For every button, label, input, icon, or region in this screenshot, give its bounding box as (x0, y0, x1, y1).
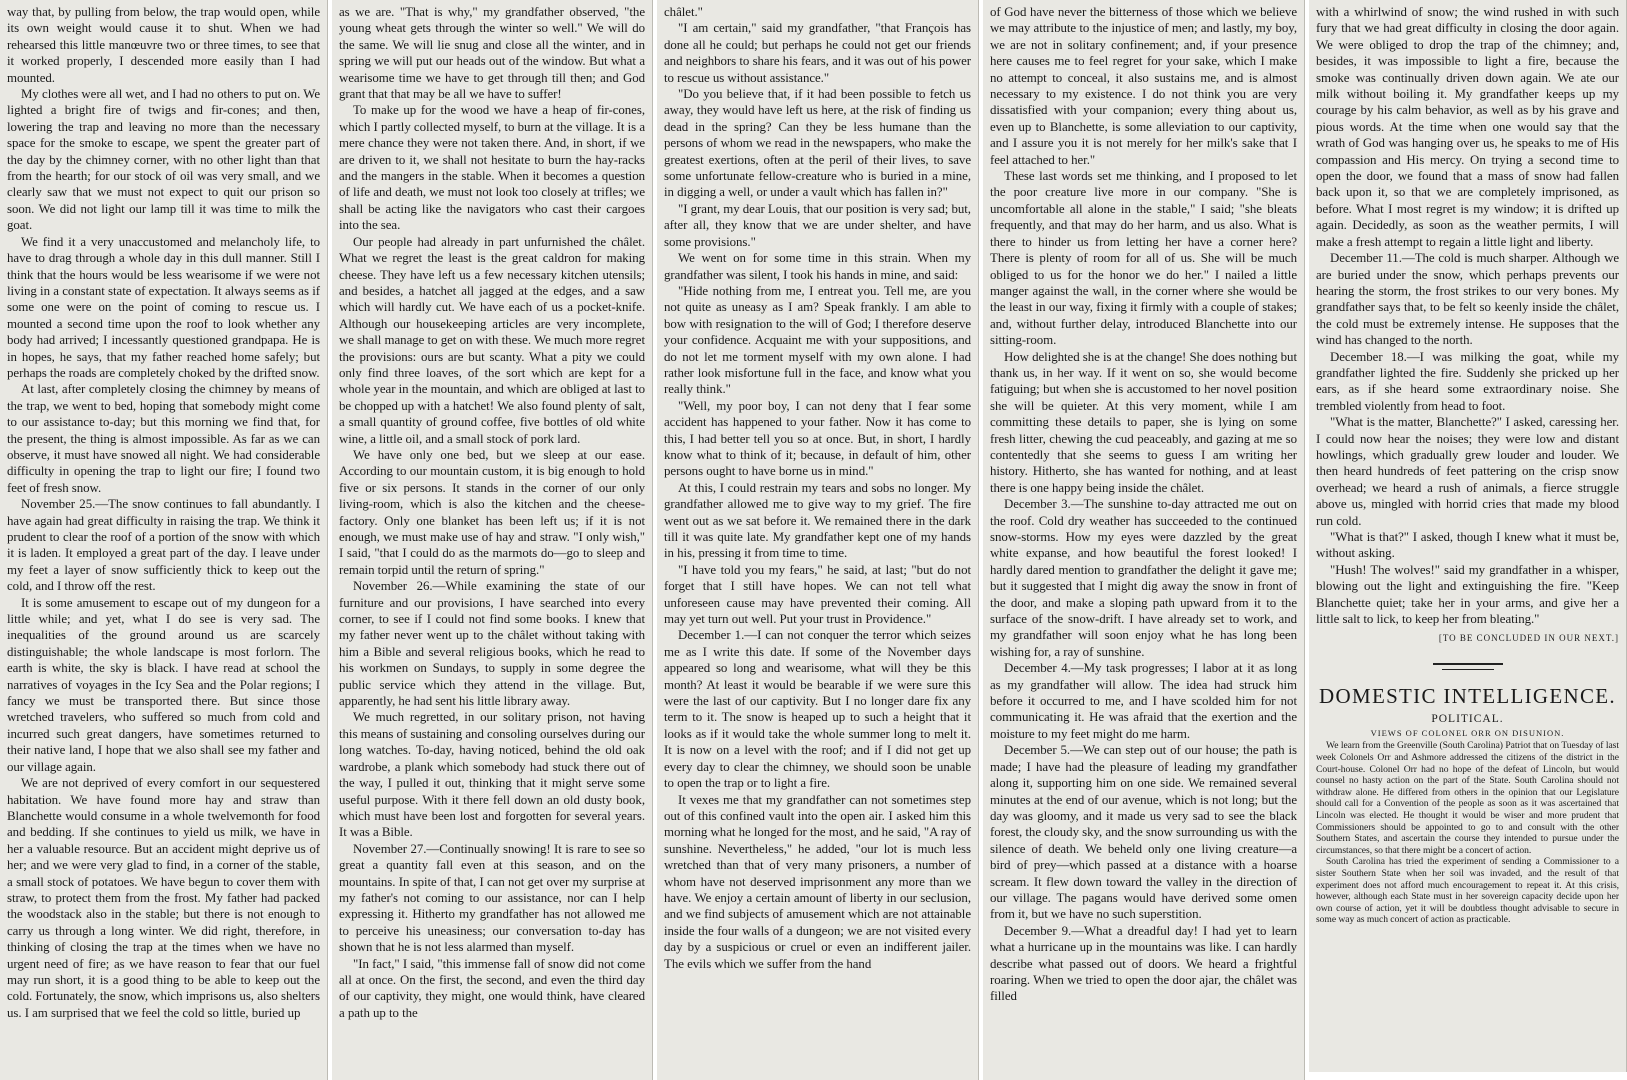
paragraph: To make up for the wood we have a heap of fir-cones, which I partly collected myself, to burn at the village. It is a mere chance they were not taken there. And, in short, if we are driven to it, we shall not hesitate to burn the hay-racks and the mangers in the stable. When it becomes a question of life and death, we must not look too closely at trifles; we shall be acting like the navigators who cast their cargoes into the sea. (339, 103, 645, 233)
paragraph: "I have told you my fears," he said, at last; "but do not forget that I still have hopes. We can not tell what unforeseen cause may have prevented their coming. All may yet turn out well. Put your trust in Providence." (664, 562, 971, 627)
article-paragraph: We learn from the Greenville (South Carolina) Patriot that on Tuesday of last week Colonels Orr and Ashmore addressed the citizens of the district in the Court-house. Colonel Orr had no hope of the defeat of Lincoln, but would counsel no hasty action on the part of the State. South Carolina should not withdraw alone. He differed from others in the opinion that our Legislature should call for a Convention of the people as soon as it was ascertained that Lincoln was elected. He thought it would be wiser and more prudent that Commissioners should be appointed to go to and consult with the other Southern States, and ascertain the course they intended to pursue under the circumstances, so that there might be a concert of action. (1316, 740, 1619, 856)
section-title: DOMESTIC INTELLIGENCE. (1319, 684, 1616, 709)
column-5 (1309, 0, 1627, 1072)
article-paragraph: South Carolina has tried the experiment of sending a Commissioner to a sister Southern State when her soil was invaded, and the result of that experiment does not afford much encouragement to repeat it. At this crisis, however, although each State must in her sovereign capacity decide upon her own course of action, yet it will be doubtless thought advisable to secure in some way as much concert of action as practicable. (1316, 856, 1619, 926)
paragraph: as we are. "That is why," my grandfather observed, "the young wheat gets through the winter so well." We will do the same. We will lie snug and close all the winter, and in spring we will put our heads out of the window. But what a wearisome time we have to get through till then; and God grant that that may be all we have to suffer! (339, 5, 645, 102)
paragraph: "Hush! The wolves!" said my grandfather in a whisper, blowing out the light and extinguishing the fire. "Keep Blanchette quiet; take her in your arms, and give her a little salt to lick, to keep her from bleating." (1316, 562, 1619, 627)
paragraph: "What is the matter, Blanchette?" I asked, caressing her. I could now hear the noises; they were low and distant howlings, which gradually grew louder and louder. We then heard hundreds of feet pattering on the crisp snow overhead; we heard a rush of animals, a fierce struggle above us, mingled with horrid cries that made my blood run cold. (1316, 415, 1619, 528)
column-4 (983, 0, 1305, 1080)
column-2 (332, 0, 653, 1080)
paragraph: with a whirlwind of snow; the wind rushed in with such fury that we had great difficulty in closing the door again. We were obliged to drop the trap of the chimney; and, besides, it was impossible to light a fire, because the smoke was continually driven down again. We ate our milk without boiling it. My grandfather keeps up my courage by his calm behavior, as well as by his grave and pious words. At the time when one would say that the wrath of God was hanging over us, he speaks to me of His compassion and His mercy. On trying a second time to open the door, we found that a mass of snow had fallen back upon it, so that we are completely imprisoned, as before. What I most regret is my window; it is drifted up again. Decidedly, as soon as the weather permits, I will make a fresh attempt to regain a little light and liberty. (1316, 5, 1619, 249)
paragraph: "Do you believe that, if it had been possible to fetch us away, they would have left us here, at the risk of finding us dead in the spring? Can they be less humane than the persons of whom we read in the newspapers, who make the greatest exertions, often at the peril of their lives, to save some unfortunate fellow-creature who is buried in a mine, in digging a well, or under a vault which has fallen in?" (664, 87, 971, 200)
paragraph: December 1.—I can not conquer the terror which seizes me as I write this date. If some of the November days appeared so long and wearisome, what will they be this month? At least it would be bearable if we were sure this were the last of our captivity. But I no longer dare fix any term to it. The snow is heaped up to such a height that it looks as if it would take the whole summer long to melt it. It is now on a level with the roof; and if I did not get up every day to clear the chimney, we should soon be unable to open the trap or to light a fire. (664, 628, 971, 791)
paragraph: We went on for some time in this strain. When my grandfather was silent, I took his hands in mine, and said: (664, 251, 971, 282)
paragraph: It is some amusement to escape out of my dungeon for a little while; and yet, what I do see is very sad. The inequalities of the ground around us are scarcely distinguishable; the whole landscape is most forlorn. The earth is white, the sky is black. I have read at school the narratives of voyages in the Icy Sea and the Polar regions; I fancy we must be transported there. But since those wretched travelers, who suffered so much from cold and incurred such great dangers, have sometimes returned to their native land, I hope that we also shall see my father and our village again. (7, 595, 320, 774)
paragraph: November 25.—The snow continues to fall abundantly. I have again had great difficulty in raising the trap. We think it prudent to clear the roof of a portion of the snow with which it is laden. It employed a great part of the day. I leave under my feet a layer of snow sufficiently thick to keep out the cold, and I throw off the rest. (7, 497, 320, 594)
divider (1433, 663, 1503, 665)
paragraph: "Hide nothing from me, I entreat you. Tell me, are you not quite as uneasy as I am? Speak frankly. I am able to bow with resignation to the will of God; I therefore deserve your confidence. Acquaint me with your suppositions, and do not let me torment myself with my own alone. I had rather look misfortune full in the face, and know what you really think." (664, 283, 971, 397)
paragraph: We have only one bed, but we sleep at our ease. According to our mountain custom, it is big enough to hold five or six persons. It stands in the corner of our only living-room, which is also the kitchen and the cheese-factory. Only one blanket has been left us; if it is not enough, we must make use of hay and straw. "I only wish," I said, "that I could do as the marmots do—go to sleep and remain torpid until the return of spring." (339, 447, 645, 577)
paragraph: "In fact," I said, "this immense fall of snow did not come all at once. On the first, the second, and even the third day of our captivity, they might, one would think, have cleared a path up to the (339, 956, 645, 1020)
paragraph: We much regretted, in our solitary prison, not having this means of sustaining and consoling ourselves during our long watches. To-day, having noticed, behind the old oak wardrobe, a plank which somebody had stuck there out of the way, I pulled it out, thinking that it might serve some useful purpose. With it there fell down an old dusty book, which must have been lost and forgotten for several years. It was a Bible. (339, 710, 645, 840)
column-1 (0, 0, 328, 1080)
article-title: VIEWS OF COLONEL ORR ON DISUNION. (1370, 728, 1565, 739)
paragraph: How delighted she is at the change! She does nothing but thank us, in her way. If it went on so, she would become fatiguing; but when she is accustomed to her novel position she will be quieter. At this very moment, while I am committing these details to paper, she is lying on some fresh litter, chewing the cud peaceably, and gazing at me so contentedly that she seems to guess I am writing her history. Hitherto, she has wanted for nothing, and at least there is one happy being inside the châlet. (990, 349, 1297, 495)
paragraph: "Well, my poor boy, I can not deny that I fear some accident has happened to your father. Now it has come to this, I had better tell you so at once. But, in short, I hardly know what to think of it; because, in default of him, other persons ought to have borne us in mind." (664, 398, 971, 479)
paragraph: way that, by pulling from below, the trap would open, while its own weight would cause it to shut. When we had rehearsed this little manœuvre two or three times, to see that it worked properly, I descended more easily than I had mounted. (7, 5, 320, 85)
paragraph: "I am certain," said my grandfather, "that François has done all he could; but perhaps he could not get our friends and neighbors to share his fears, and it was out of his power to rescue us without assistance." (664, 21, 971, 85)
divider (1442, 669, 1494, 670)
paragraph: November 27.—Continually snowing! It is rare to see so great a quantity fall even at this season, and on the mountains. In spite of that, I can not get over my surprise at my father's not coming to our assistance, nor can I help expressing it. Hitherto my grandfather has not allowed me to perceive his uneasiness; our conversation to-day has shown that he is not less alarmed than myself. (339, 841, 645, 955)
paragraph: At last, after completely closing the chimney by means of the trap, we went to bed, hoping that somebody might come to our assistance to-day; but this morning we find that, for the present, the thing is almost impossible. As far as we can observe, it must have snowed all night. We had considerable difficulty in opening the trap to light our fire; I found two feet of fresh snow. (7, 382, 320, 495)
column-3 (657, 0, 979, 1080)
subsection-title: POLITICAL. (1431, 713, 1504, 726)
paragraph: Our people had already in part unfurnished the châlet. What we regret the least is the great caldron for making cheese. They have left us a few necessary kitchen utensils; and besides, a hatchet all jagged at the edges, and a saw which will hardly cut. We have each of us a pocket-knife. Although our housekeeping articles are very incomplete, we shall manage to get on with these. We much more regret the provisions: ours are but scanty. What a pity we could only find three loaves, of the sort which are kept for a whole year in the mountain, and which are obliged at last to be chopped up with a hatchet! We also found plenty of salt, a small quantity of ground coffee, five bottles of old white wine, a little oil, and a small stock of pork lard. (339, 234, 645, 446)
paragraph: My clothes were all wet, and I had no others to put on. We lighted a bright fire of twigs and fir-cones; and then, lowering the trap and leaving no more than the necessary space for the smoke to escape, we spent the greater part of the day by the chimney corner, with no other light than that from the hearth; for our stock of oil was very small, and we clearly saw that we must not expect to quit our prison so soon. We did not light our lamp till it was time to milk the goat. (7, 87, 320, 233)
paragraph: These last words set me thinking, and I proposed to let the poor creature live more in our company. "She is uncomfortable all alone in the stable," I said; "she bleats frequently, and that may do her harm, and us also. What is there to hinder us from letting her have a corner here? There is plenty of room for all of us. She will be much obliged to us for the honor we do her." I nailed a little manger against the wall, in the corner where she would be the least in our way, fixing it firmly with a couple of stakes; and, without further delay, introduced Blanchette into our sitting-room. (990, 169, 1297, 348)
paragraph: December 4.—My task progresses; I labor at it as long as my grandfather will allow. The idea had struck him before it occurred to me, and I have scolded him for not communicating it. He was afraid that the exertion and the moisture to my feet might do me harm. (990, 661, 1297, 741)
paragraph: December 18.—I was milking the goat, while my grandfather lighted the fire. Suddenly she pricked up her ears, as if she heard some extraordinary noise. She trembled violently from head to foot. (1316, 349, 1619, 413)
paragraph: châlet." (664, 5, 703, 19)
paragraph: We find it a very unaccustomed and melancholy life, to have to drag through a whole day in this dull manner. Still I think that the hours would be less wearisome if we were not living in a constant state of expectation. It always seems as if some one were on the point of coming to rescue us. I mounted a second time upon the roof to look whether any body had arrived; I incessantly questioned grandpapa. He is in hopes, he says, that my father reached home safely; but perhaps the roads are completely choked by the drifted snow. (7, 234, 320, 380)
paragraph: "I grant, my dear Louis, that our position is very sad; but, after all, they know that we are under shelter, and have some provisions." (664, 201, 971, 249)
paragraph: At this, I could restrain my tears and sobs no longer. My grandfather allowed me to give way to my grief. The fire went out as we sat before it. We remained there in the dark till it was quite late. My grandfather kept one of my hands in his, pressing it from time to time. (664, 480, 971, 561)
paragraph: We are not deprived of every comfort in our sequestered habitation. We have found more hay and straw than Blanchette would consume in a whole twelvemonth for food and bedding. If she continues to yield us milk, we have in her a valuable resource. But an accident might deprive us of her; and we were very glad to find, in a corner of the stable, a small stock of potatoes. We have begun to cover them with straw, to protect them from the frost. My father had packed the woodstack also in the stable; but there is not enough to carry us through a long winter. We did right, therefore, in thinking of closing the trap at the times when we have no urgent need of fire; as we have reason to fear that our fuel may run short, it is a good thing to be able to keep out the cold. Fortunately, the snow, which imprisons us, also shelters us. I am surprised that we feel the cold so little, buried up (7, 776, 320, 1020)
paragraph: December 11.—The cold is much sharper. Although we are buried under the snow, which perhaps prevents our hearing the storm, the frost strikes to our very bones. My grandfather says that, to be felt so keenly inside the châlet, the cold must be extremely intense. He supposes that the wind has changed to the north. (1316, 251, 1619, 348)
continuation-note: [TO BE CONCLUDED IN OUR NEXT.] (1438, 633, 1619, 644)
paragraph: of God have never the bitterness of those which we believe we may attribute to the injustice of men; and lastly, my boy, we are not in solitary confinement; and, if your presence here causes me to feel regret for your sake, which I make no attempt to conceal, it also sustains me, and is almost necessary to my existence. I do not think you are very dissatisfied with your companion; every thing about us, even up to Blanchette, is some alleviation to our captivity, and I assure you it is not merely for her milk's sake that I feel attached to her." (990, 5, 1297, 167)
paragraph: December 3.—The sunshine to-day attracted me out on the roof. Cold dry weather has succeeded to the continued snow-storms. How my eyes were dazzled by the great white expanse, and how beautiful the forest looked! I hardly dared mention to grandfather the delight it gave me; but it suggested that I might dig away the snow in front of the door, and make a sloping path upward from it to the surface of the snow-drift. I have already set to work, and my grandfather will soon enjoy what he has long been wishing for, a ray of sunshine. (990, 497, 1297, 659)
paragraph: December 9.—What a dreadful day! I had yet to learn what a hurricane up in the mountains was like. I can hardly describe what passed out of doors. We heard a frightful roaring. When we tried to open the door ajar, the châlet was filled (990, 923, 1297, 1004)
paragraph: December 5.—We can step out of our house; the path is made; I have had the pleasure of leading my grandfather along it, supporting him on one side. We remained several minutes at the end of our avenue, which is not long; but the day was gloomy, and it made us very sad to see the black forest, the cloudy sky, and the snow surrounding us with the silence of death. We beheld only one living creature—a bird of prey—which passed at a distance with a hoarse scream. It flew down toward the valley in the direction of our village. The pagans would have derived some omen from it, but we have no such superstition. (990, 743, 1297, 922)
paragraph: November 26.—While examining the state of our furniture and our provisions, I have searched into every corner, to see if I could not find some books. I knew that my father never went up to the châlet without taking with him a Bible and several religious books, which he read to his workmen on Sundays, to supply in some degree the public service which they attend in the village. But, apparently, he had sent his little library away. (339, 579, 645, 709)
paragraph: It vexes me that my grandfather can not sometimes step out of this confined vault into the open air. I asked him this morning what he longed for the most, and he said, "A ray of sunshine. Nevertheless," he added, "our lot is much less wretched than that of very many prisoners, a number of whom have not deserved imprisonment any more than we have. We enjoy a certain amount of liberty in our seclusion, and we find subjects of amusement which are not attainable inside the four walls of a dungeon; we are not visited every day by a suspicious or cruel or even an indifferent jailer. The evils which we suffer from the hand (664, 792, 971, 971)
paragraph: "What is that?" I asked, though I knew what it must be, without asking. (1316, 530, 1619, 561)
